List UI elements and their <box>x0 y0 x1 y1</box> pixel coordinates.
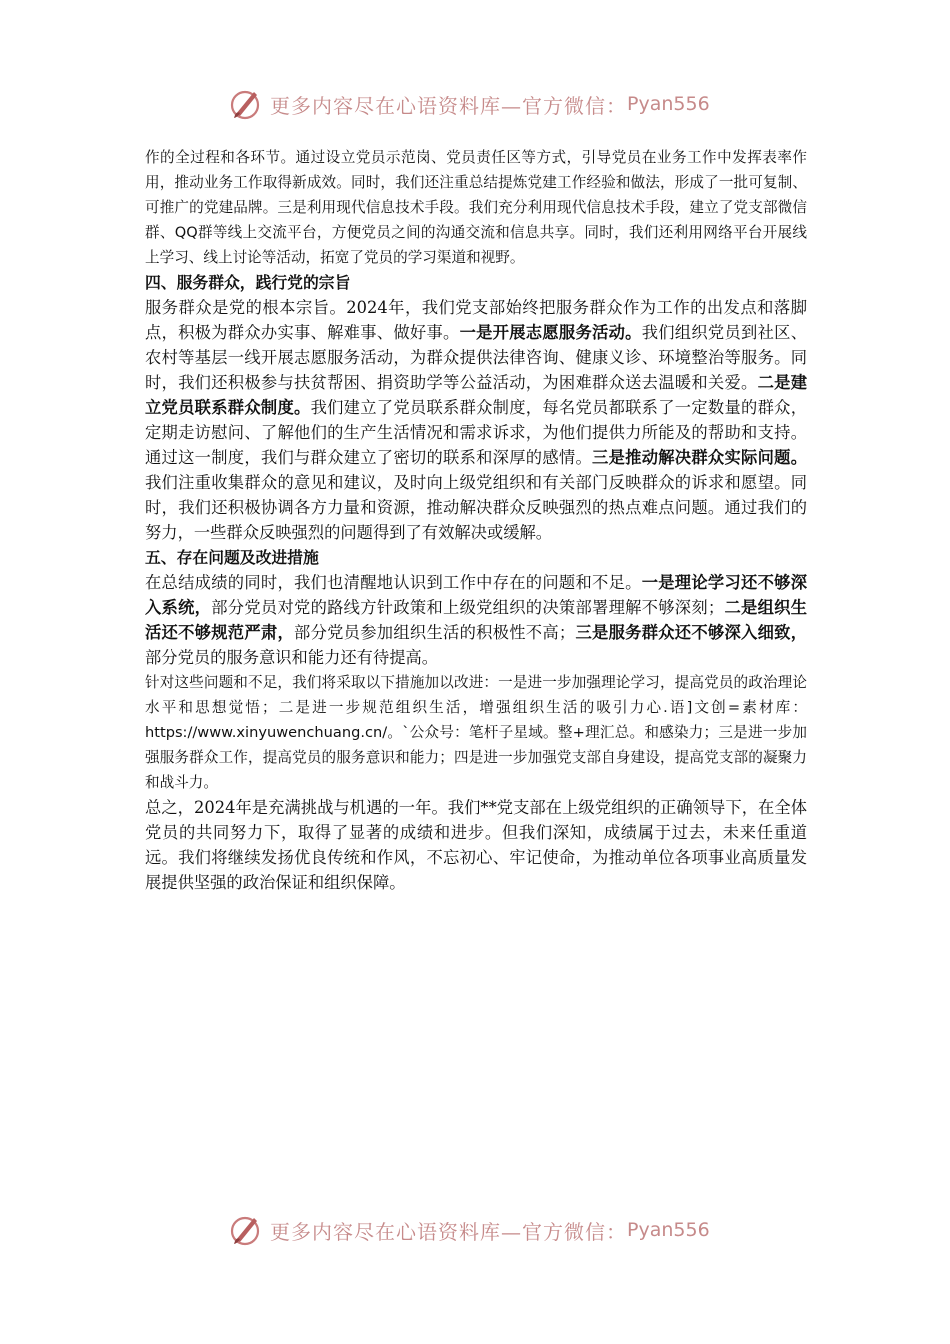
paragraph-5: 总之，2024年是充满挑战与机遇的一年。我们**党支部在上级党组织的正确领导下，在全体党员的共同努力下，取得了显著的成绩和进步。但我们深知，成绩属于过去，未来任重道远。我们将继续发扬优良传统和作风，不忘初心、牢记使命，为推动单位各项事业高质量发展提供坚强的政治保证和组织保障。 <box>145 798 807 892</box>
section-heading-4: 四、服务群众，践行党的宗旨 <box>145 273 351 292</box>
paragraph-2 <box>145 295 807 545</box>
p2-bold-2: 二是建立党员联系群众制度。 <box>145 373 807 417</box>
brush-logo-icon <box>228 1212 264 1248</box>
header-banner-text: 更多内容尽在心语资料库—官方微信： <box>270 93 627 118</box>
p2-bold-3: 三是推动解决群众实际问题。 <box>592 448 807 467</box>
paragraph-4: 针对这些问题和不足，我们将采取以下措施加以改进：一是进一步加强理论学习，提高党员的政治理论水平和思想觉悟；二是进一步规范组织生活，增强组织生活的吸引力心.语]文创=素材库：https://www.xinyuwenchuang.cn/。`公众号：笔杆子星域。整+理汇总。和感染力；三是进一步加强服务群众工作，提高党员的服务意识和能力；四是进一步加强党支部自身建设，提高党支部的凝聚力和战斗力。 <box>145 674 807 791</box>
footer-banner <box>228 1210 748 1250</box>
p3-text-1: 在总结成绩的同时，我们也清醒地认识到工作中存在的问题和不足。 <box>145 573 642 592</box>
p2-text-4: 我们注重收集群众的意见和建议，及时向上级党组织和有关部门反映群众的诉求和愿望。同时，我们还积极协调各方力量和资源，推动解决群众反映强烈的热点难点问题。通过我们的努力，一些群众反映强烈的问题得到了有效解决或缓解。 <box>145 473 807 542</box>
document-body <box>145 145 807 895</box>
footer-banner-id: Pyan556 <box>627 1219 710 1241</box>
p2-text-2: 我们组织党员到社区、农村等基层一线开展志愿服务活动，为群众提供法律咨询、健康义诊、环境整治等服务。同时，我们还积极参与扶贫帮困、捐资助学等公益活动，为困难群众送去温暖和关爱。 <box>145 323 807 392</box>
header-banner <box>228 84 748 124</box>
section-heading-5: 五、存在问题及改进措施 <box>145 548 319 567</box>
p3-text-4: 部分党员的服务意识和能力还有待提高。 <box>145 648 439 667</box>
p3-bold-3: 三是服务群众还不够深入细致， <box>575 623 807 642</box>
p3-bold-1: 一是理论学习还不够深入系统， <box>145 573 807 617</box>
p2-bold-1: 一是开展志愿服务活动。 <box>459 323 642 342</box>
header-banner-id: Pyan556 <box>627 93 710 115</box>
p3-text-3: 部分党员参加组织生活的积极性不高； <box>294 623 576 642</box>
paragraph-1: 作的全过程和各环节。通过设立党员示范岗、党员责任区等方式，引导党员在业务工作中发挥表率作用，推动业务工作取得新成效。同时，我们还注重总结提炼党建工作经验和做法，形成了一批可复制、可推广的党建品牌。三是利用现代信息技术手段。我们充分利用现代信息技术手段，建立了党支部微信群、QQ群等线上交流平台，方便党员之间的沟通交流和信息共享。同时，我们还利用网络平台开展线上学习、线上讨论等活动，拓宽了党员的学习渠道和视野。 <box>145 149 807 266</box>
p2-text-3: 我们建立了党员联系群众制度，每名党员都联系了一定数量的群众，定期走访慰问、了解他们的生产生活情况和需求诉求，为他们提供力所能及的帮助和支持。通过这一制度，我们与群众建立了密切的联系和深厚的感情。 <box>145 398 807 467</box>
p3-bold-2: 二是组织生活还不够规范严肃， <box>145 598 807 642</box>
p2-text-1: 服务群众是党的根本宗旨。2024年，我们党支部始终把服务群众作为工作的出发点和落脚点，积极为群众办实事、解难事、做好事。 <box>145 298 807 342</box>
paragraph-3 <box>145 570 807 670</box>
footer-banner-text: 更多内容尽在心语资料库—官方微信： <box>270 1219 627 1244</box>
p3-text-2: 部分党员对党的路线方针政策和上级党组织的决策部署理解不够深刻； <box>211 598 725 617</box>
brush-logo-icon <box>228 86 264 122</box>
